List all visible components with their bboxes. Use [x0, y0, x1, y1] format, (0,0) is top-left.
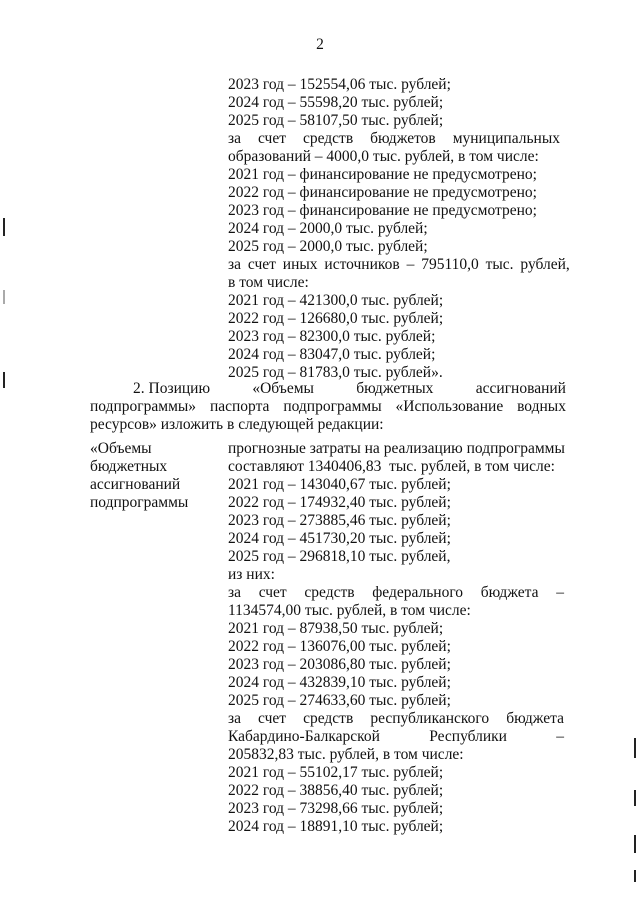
- word: за: [228, 130, 242, 147]
- scan-edge-mark: [634, 870, 636, 882]
- budget-line: 2024 год – 432839,10 тыс. рублей;: [228, 674, 451, 691]
- table-left-label: подпрограммы: [90, 494, 189, 511]
- word: республиканского: [370, 710, 490, 727]
- budget-line: 2025 год – 296818,10 тыс. рублей,: [228, 548, 451, 565]
- word: средств: [304, 584, 355, 601]
- word: «Использование: [395, 398, 504, 415]
- budget-line: 2022 год – финансирование не предусмотрено;: [228, 184, 537, 201]
- word: бюджета: [506, 710, 564, 727]
- budget-line: 2025 год – 58107,50 тыс. рублей;: [228, 112, 444, 129]
- republic-heading-cont: 205832,83 тыс. рублей, в том числе:: [228, 746, 464, 763]
- word: бюджетов: [370, 130, 436, 147]
- paragraph-line: [90, 398, 566, 416]
- budget-line: 2023 год – 203086,80 тыс. рублей;: [228, 656, 451, 673]
- republic-heading: [228, 728, 564, 746]
- word: муниципальных: [452, 130, 560, 147]
- budget-line: 2022 год – 126680,0 тыс. рублей;: [228, 310, 444, 327]
- table-intro: прогнозные затраты на реализацию подпрограммы: [228, 440, 565, 457]
- budget-line: 2021 год – 55102,17 тыс. рублей;: [228, 764, 444, 781]
- budget-line: 2024 год – 55598,20 тыс. рублей;: [228, 94, 444, 111]
- of-which: из них:: [228, 566, 275, 583]
- table-left-label: ассигнований: [90, 476, 181, 493]
- budget-line: 2022 год – 174932,40 тыс. рублей;: [228, 494, 451, 511]
- word: 2. Позицию: [133, 380, 211, 397]
- budget-line: 2021 год – 143040,67 тыс. рублей;: [228, 476, 451, 493]
- budget-line: 2021 год – 87938,50 тыс. рублей;: [228, 620, 444, 637]
- municipal-heading-cont: образований – 4000,0 тыс. рублей, в том числе:: [228, 148, 539, 165]
- budget-line: 2023 год – 152554,06 тыс. рублей;: [228, 76, 451, 93]
- other-heading: за счет иных источников – 795110,0 тыс. рублей,: [228, 256, 570, 273]
- paragraph-line: ресурсов» изложить в следующей редакции:: [90, 416, 384, 433]
- word: ассигнований: [475, 380, 566, 397]
- budget-line: 2024 год – 2000,0 тыс. рублей;: [228, 220, 428, 237]
- budget-line: 2023 год – финансирование не предусмотрено;: [228, 202, 537, 219]
- budget-line: 2025 год – 2000,0 тыс. рублей;: [228, 238, 428, 255]
- scan-edge-mark: [634, 835, 636, 853]
- budget-line: 2023 год – 73298,66 тыс. рублей;: [228, 800, 444, 817]
- paragraph-line: [133, 380, 566, 398]
- word: счет: [258, 584, 287, 601]
- budget-line: 2022 год – 136076,00 тыс. рублей;: [228, 638, 451, 655]
- word: федерального: [372, 584, 464, 601]
- scan-edge-mark: [634, 790, 636, 806]
- word: средств: [302, 130, 354, 147]
- scan-edge-mark: [3, 218, 5, 236]
- budget-line: 2024 год – 451730,20 тыс. рублей;: [228, 530, 451, 547]
- word: средств: [303, 710, 354, 727]
- word: подпрограммы»: [90, 398, 197, 415]
- word: «Объемы: [252, 380, 314, 397]
- table-intro: составляют 1340406,83 тыс. рублей, в том числе:: [228, 458, 555, 475]
- word: паспорта: [209, 398, 270, 415]
- budget-line: 2023 год – 82300,0 тыс. рублей;: [228, 328, 436, 345]
- scan-edge-mark: [634, 738, 636, 758]
- budget-line: 2024 год – 83047,0 тыс. рублей;: [228, 346, 436, 363]
- word: за: [228, 584, 242, 601]
- budget-line: 2021 год – 421300,0 тыс. рублей;: [228, 292, 444, 309]
- word: счет: [258, 710, 287, 727]
- word: Кабардино-Балкарской: [228, 728, 380, 745]
- word: счет: [257, 130, 287, 147]
- page-number: 2: [316, 36, 324, 53]
- table-left-label: «Объемы: [90, 440, 152, 457]
- budget-line: 2024 год – 18891,10 тыс. рублей;: [228, 818, 444, 835]
- word: водных: [517, 398, 566, 415]
- word: бюджета: [480, 584, 539, 601]
- word: подпрограммы: [283, 398, 382, 415]
- other-heading-cont: в том числе:: [228, 274, 309, 291]
- word: Республики: [429, 728, 507, 745]
- word: –: [556, 584, 564, 601]
- budget-line: 2021 год – финансирование не предусмотрено;: [228, 166, 537, 183]
- word: –: [556, 728, 564, 745]
- budget-line: 2022 год – 38856,40 тыс. рублей;: [228, 782, 444, 799]
- federal-heading-cont: 1134574,00 тыс. рублей, в том числе:: [228, 602, 471, 619]
- republic-heading: [228, 710, 564, 728]
- word: за: [228, 710, 242, 727]
- federal-heading: [228, 584, 564, 602]
- budget-line: 2025 год – 274633,60 тыс. рублей;: [228, 692, 451, 709]
- budget-line: 2025 год – 81783,0 тыс. рублей».: [228, 364, 443, 381]
- table-left-label: бюджетных: [90, 458, 168, 475]
- word: бюджетных: [356, 380, 434, 397]
- scan-edge-mark: [3, 290, 5, 304]
- budget-line: 2023 год – 273885,46 тыс. рублей;: [228, 512, 451, 529]
- scan-edge-mark: [3, 372, 5, 388]
- municipal-heading: [228, 130, 560, 148]
